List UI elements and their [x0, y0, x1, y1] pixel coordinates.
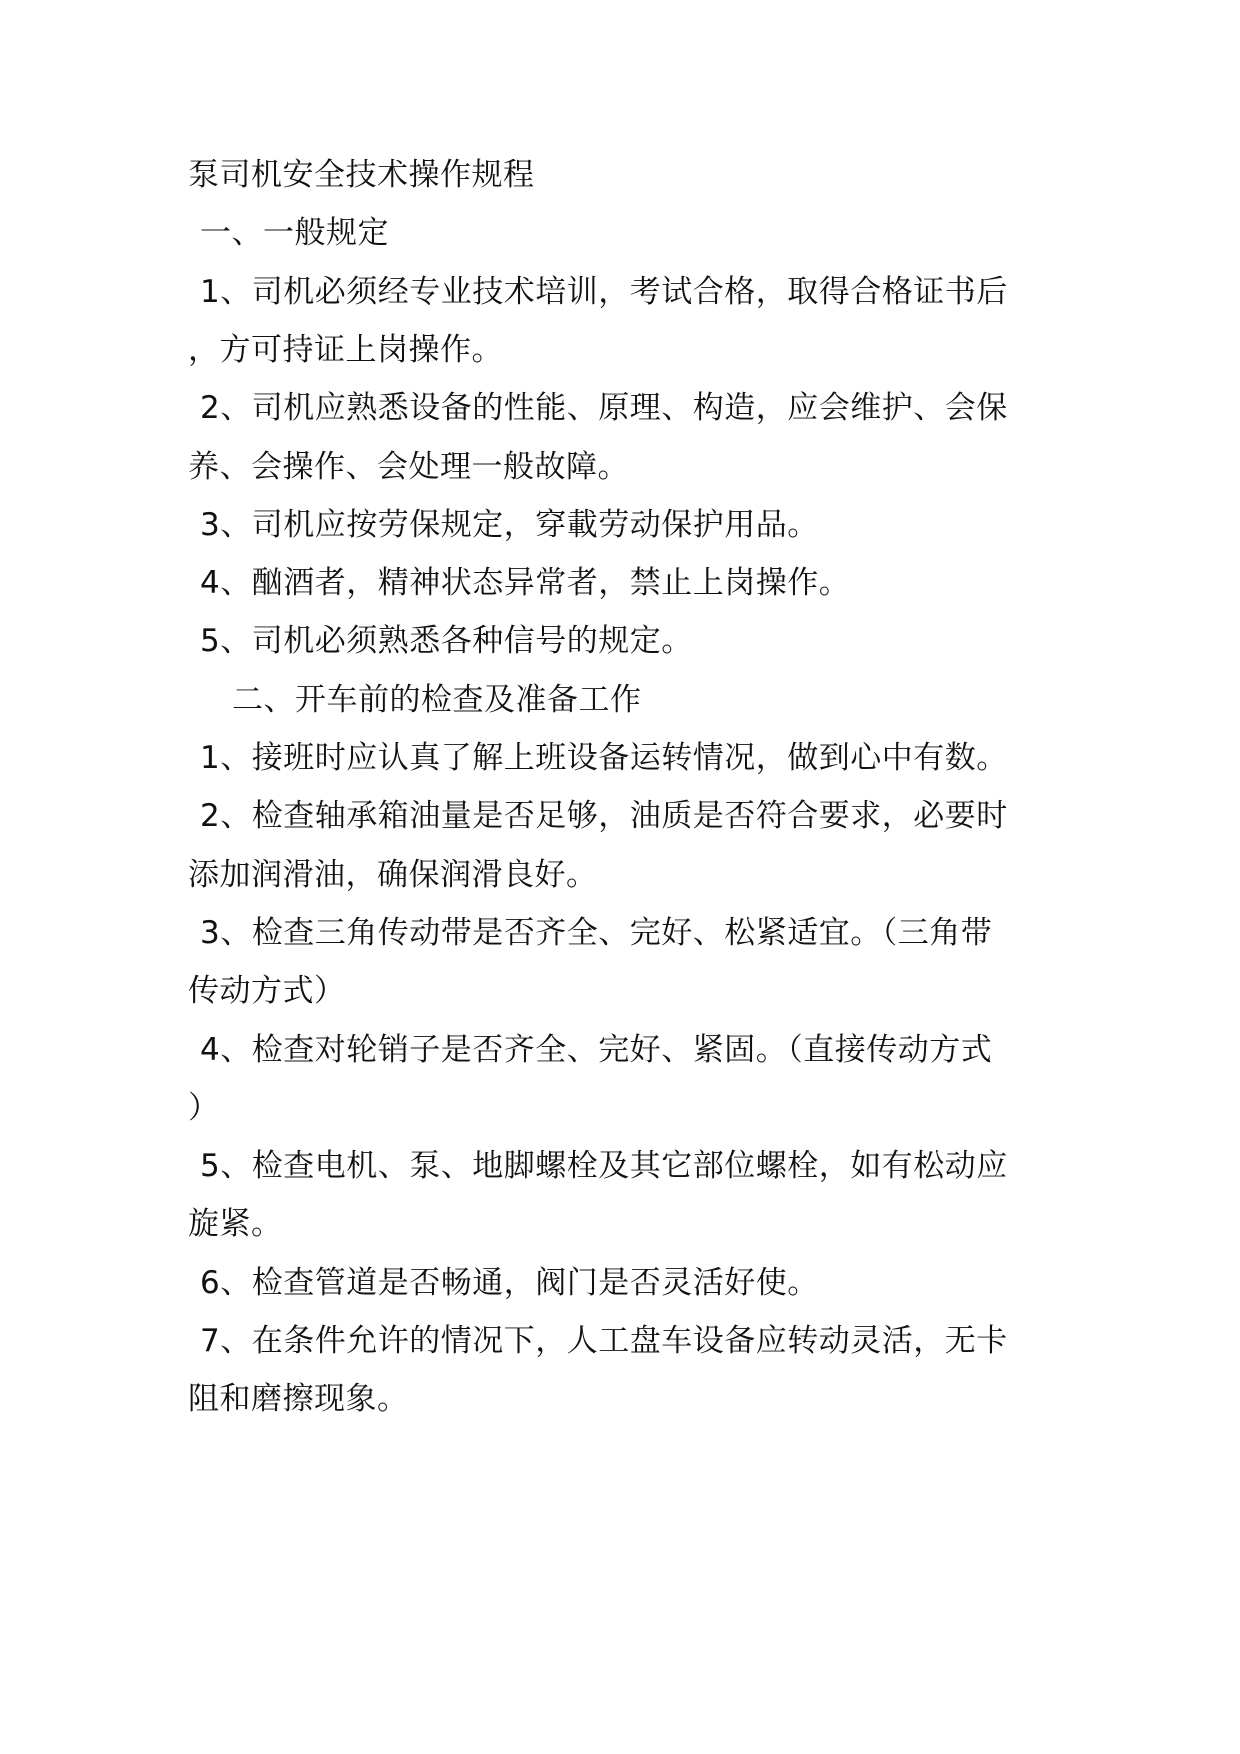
- list-item-line: 3、检查三角传动带是否齐全、完好、松紧适宜。（三角带: [200, 915, 993, 951]
- list-item-line: 2、司机应熟悉设备的性能、原理、构造，应会维护、会保: [200, 390, 1008, 426]
- list-item-line: 3、司机应按劳保规定，穿載劳动保护用品。: [200, 507, 819, 543]
- list-item-line: 1、司机必须经专业技术培训，考试合格，取得合格证书后: [200, 274, 1008, 310]
- list-item-line: 2、检查轴承箱油量是否足够，油质是否符合要求，必要时: [200, 798, 1008, 834]
- document-title: 泵司机安全技术操作规程: [188, 157, 535, 193]
- list-item-line: 5、司机必须熟悉各种信号的规定。: [200, 623, 693, 659]
- section-heading: 一、一般规定: [200, 215, 389, 251]
- list-item-continuation: ）: [188, 1090, 220, 1126]
- list-item-continuation: 添加润滑油，确保润滑良好。: [188, 857, 598, 893]
- list-item-continuation: 传动方式）: [188, 973, 346, 1009]
- section-heading: 二、开车前的检查及准备工作: [232, 682, 642, 718]
- list-item-line: 5、检查电机、泵、地脚螺栓及其它部位螺栓，如有松动应: [200, 1148, 1008, 1184]
- list-item-continuation: 旋紧。: [188, 1206, 283, 1242]
- list-item-line: 1、接班时应认真了解上班设备运转情况，做到心中有数。: [200, 740, 1008, 776]
- list-item-line: 6、检查管道是否畅通，阀门是否灵活好使。: [200, 1265, 819, 1301]
- list-item-line: 4、检查对轮销子是否齐全、完好、紧固。（直接传动方式: [200, 1032, 993, 1068]
- list-item-continuation: 养、会操作、会处理一般故障。: [188, 449, 629, 485]
- list-item-continuation: ，方可持证上岗操作。: [188, 332, 503, 368]
- list-item-line: 7、在条件允许的情况下，人工盘车设备应转动灵活，无卡: [200, 1323, 1008, 1359]
- list-item-continuation: 阻和磨擦现象。: [188, 1381, 409, 1417]
- list-item-line: 4、酗酒者，精神状态异常者，禁止上岗操作。: [200, 565, 851, 601]
